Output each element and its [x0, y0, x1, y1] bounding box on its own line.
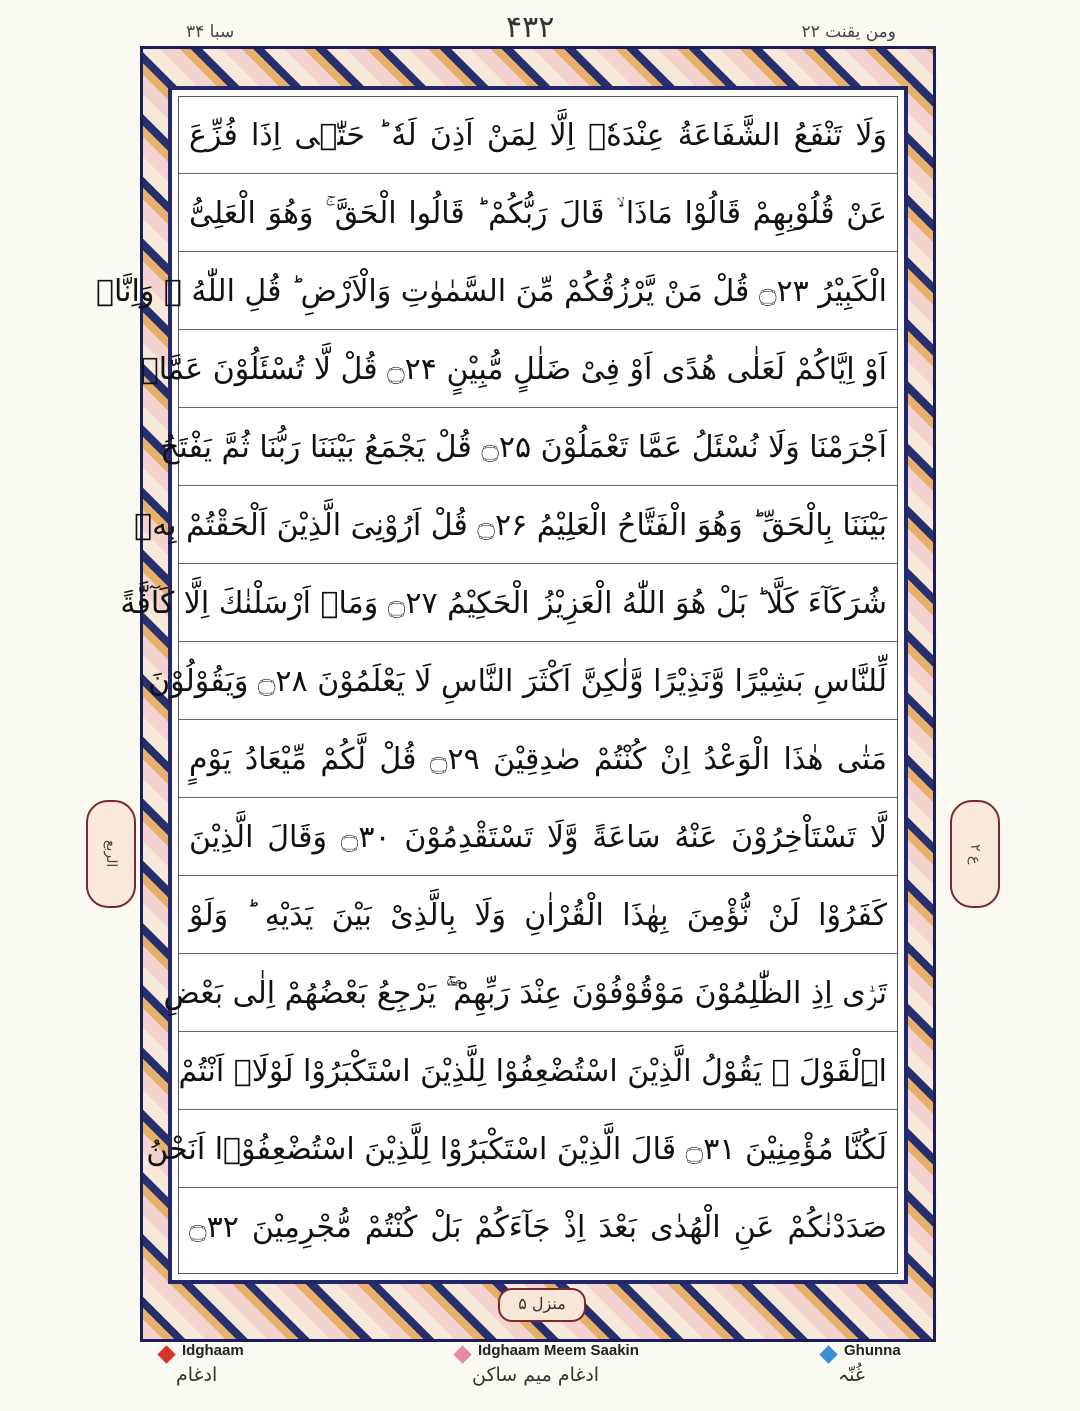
page-header: [0, 0, 1080, 52]
text-line: اَوْ اِيَّاكُمْ لَعَلٰى هُدًى اَوْ فِىْ ضَلٰلٍ مُّبِيْنٍ ۝۲۴ قُلْ لَّا تُسْئَلُوْنَ عَمَّاۤ: [179, 331, 897, 408]
legend-label-urdu: ادغام میم ساکن: [472, 1364, 600, 1386]
ruku-marker: ع ۲: [950, 800, 1000, 908]
legend-label: Idghaam Meem Saakin: [478, 1342, 639, 1359]
text-line: بَيْنَنَا بِالْحَقِّ ؕ وَهُوَ الْفَتَّاحُ الْعَلِيْمُ ۝۲۶ قُلْ اَرُوْنِىَ الَّذِيْنَ اَلْحَقْتُمْ بِهٖ: [179, 487, 897, 564]
text-line: شُرَكَآءَ كَلَّا ؕ بَلْ هُوَ اللّٰهُ الْعَزِيْزُ الْحَكِيْمُ ۝۲۷ وَمَاۤ اَرْسَلْنٰكَ اِلَّا كَآفَّةً: [179, 565, 897, 642]
legend-label-urdu: ادغام: [176, 1364, 218, 1386]
page-number: ۴۳۲: [506, 10, 555, 45]
legend-idghaam: [160, 1340, 300, 1410]
text-line: صَدَدْنٰكُمْ عَنِ الْهُدٰى بَعْدَ اِذْ جَآءَكُمْ بَلْ كُنْتُمْ مُّجْرِمِيْنَ ۝۳۲: [189, 1210, 887, 1245]
rub-marker: الربع: [86, 800, 136, 908]
juz-name: ومن یقنت ۲۲: [801, 22, 896, 42]
legend-ghunna: [822, 1340, 932, 1410]
text-line: اَجْرَمْنَا وَلَا نُسْئَلُ عَمَّا تَعْمَلُوْنَ ۝۲۵ قُلْ يَجْمَعُ بَيْنَنَا رَبُّنَا ثُمَّ يَفْتَحُ: [179, 409, 897, 486]
text-line: وَلَا تَنْفَعُ الشَّفَاعَةُ عِنْدَهٗۤ اِلَّا لِمَنْ اَذِنَ لَهٗ ؕ حَتّٰۤى اِذَا فُزِّعَ: [179, 97, 897, 174]
legend-label-urdu: غُنّہ: [838, 1364, 865, 1386]
manzil-marker: منزل ۵: [498, 1288, 586, 1322]
text-line: عَنْ قُلُوْبِهِمْ قَالُوْا مَاذَا ۙ قَالَ رَبُّكُمْ ؕ قَالُوا الْحَقَّ ۚ وَهُوَ الْعَلِىُّ: [179, 175, 897, 252]
diamond-icon: [819, 1345, 837, 1363]
legend-label: Ghunna: [844, 1342, 901, 1359]
text-line: تَرٰۤى اِذِ الظّٰلِمُوْنَ مَوْقُوْفُوْنَ عِنْدَ رَبِّهِمْ ۖۚ يَرْجِعُ بَعْضُهُمْ اِلٰى بَعْضِ: [179, 955, 897, 1032]
surah-name: سبا ۳۴: [186, 22, 235, 42]
text-line: الْكَبِيْرُ ۝۲۳ قُلْ مَنْ يَّرْزُقُكُمْ مِّنَ السَّمٰوٰتِ وَالْاَرْضِ ؕ قُلِ اللّٰهُ ۙ وَاِنَّاۤ: [179, 253, 897, 330]
diamond-icon: [453, 1345, 471, 1363]
text-line: مَتٰى هٰذَا الْوَعْدُ اِنْ كُنْتُمْ صٰدِقِيْنَ ۝۲۹ قُلْ لَّكُمْ مِّيْعَادُ يَوْمٍ: [179, 721, 897, 798]
text-line: اِۨلْقَوْلَ ۚ يَقُوْلُ الَّذِيْنَ اسْتُضْعِفُوْا لِلَّذِيْنَ اسْتَكْبَرُوْا لَوْلَاۤ اَنْتُمْ: [179, 1033, 897, 1110]
legend-idghaam-meem-saakin: [456, 1340, 686, 1410]
diamond-icon: [157, 1345, 175, 1363]
text-line: لَّا تَسْتَاْخِرُوْنَ عَنْهُ سَاعَةً وَّلَا تَسْتَقْدِمُوْنَ ۝۳۰ وَقَالَ الَّذِيْنَ: [179, 799, 897, 876]
text-line: كَفَرُوْا لَنْ نُّؤْمِنَ بِهٰذَا الْقُرْاٰنِ وَلَا بِالَّذِىْ بَيْنَ يَدَيْهِ ؕ وَلَوْ: [179, 877, 897, 954]
text-line: لِّلنَّاسِ بَشِيْرًا وَّنَذِيْرًا وَّلٰكِنَّ اَكْثَرَ النَّاسِ لَا يَعْلَمُوْنَ ۝۲۸ وَيَقُوْلُوْنَ: [179, 643, 897, 720]
text-line: لَكُنَّا مُؤْمِنِيْنَ ۝۳۱ قَالَ الَّذِيْنَ اسْتَكْبَرُوْا لِلَّذِيْنَ اسْتُضْعِفُوْۤا اَنَحْنُ: [179, 1111, 897, 1188]
legend-label: Idghaam: [182, 1342, 244, 1359]
